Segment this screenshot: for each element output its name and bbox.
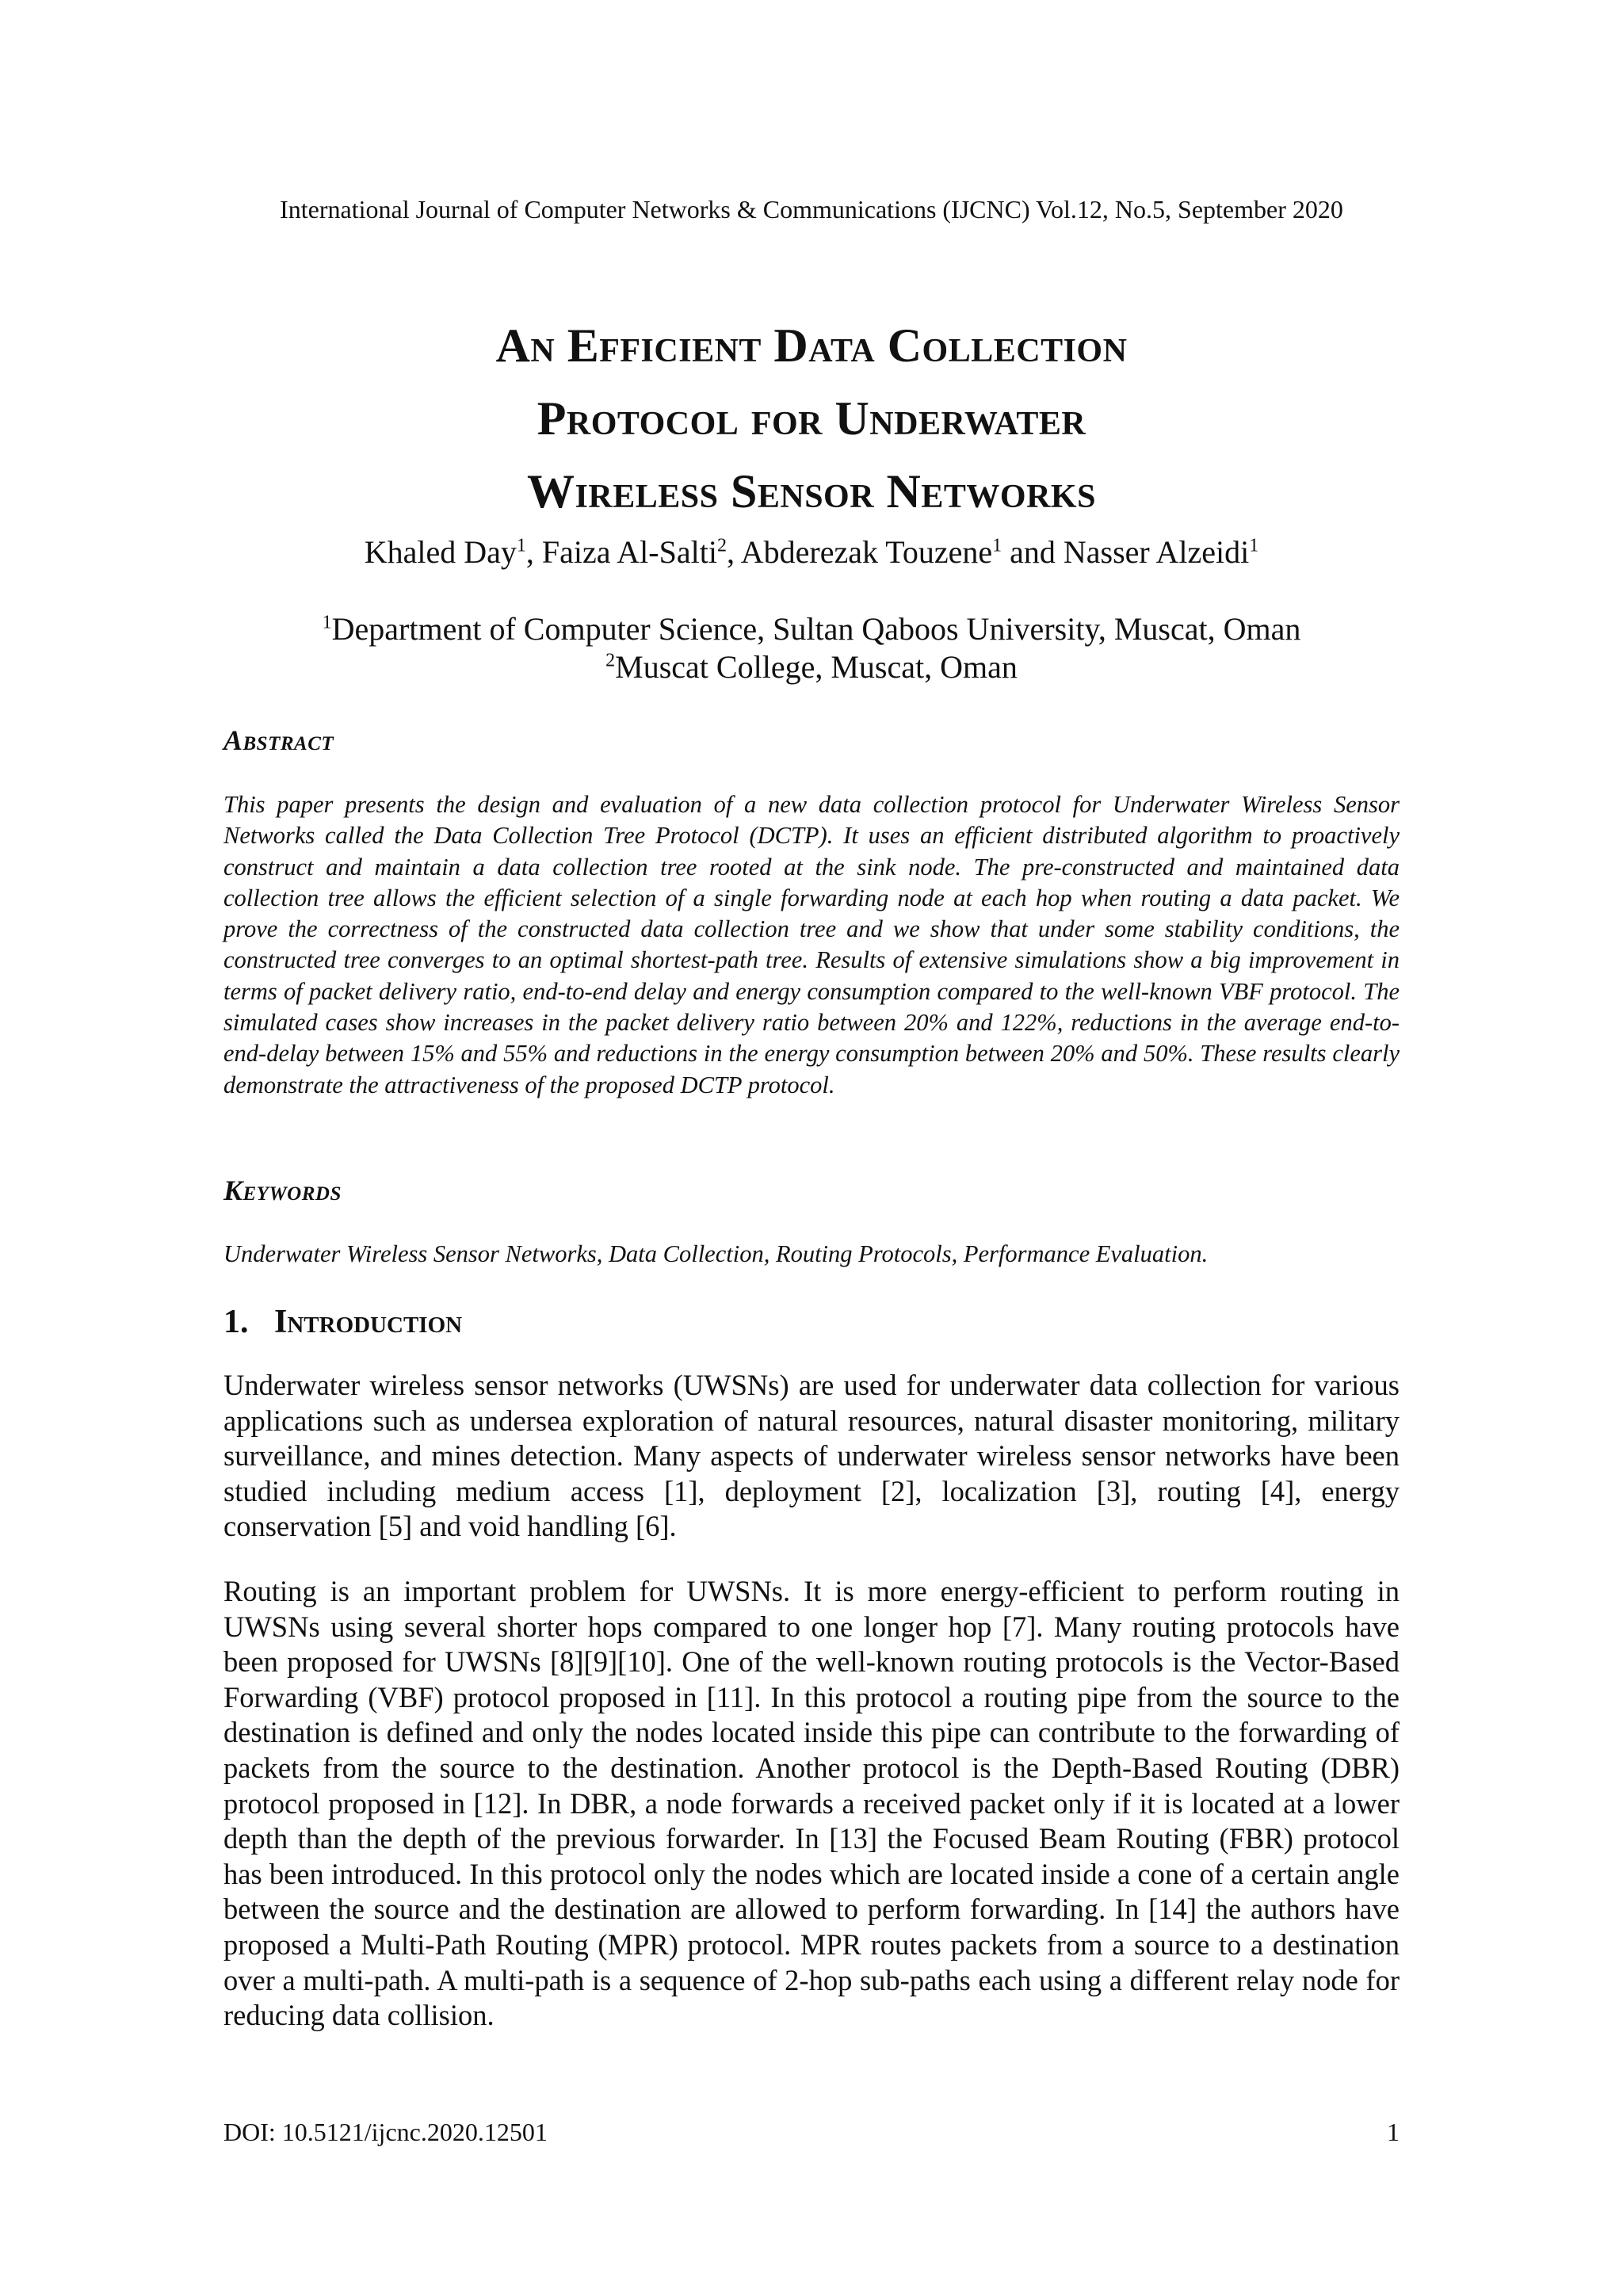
author-name: Faiza Al-Salti [541,534,717,570]
affiliation-mark: 1 [992,535,1002,556]
affiliation-mark: 1 [516,535,526,556]
title-line: Protocol for Underwater [537,392,1086,445]
page-number: 1 [1387,2118,1400,2146]
doi-footer: DOI: 10.5121/ijcnc.2020.12501 [223,2118,548,2146]
title-line: An Efficient Data Collection [495,319,1128,372]
body-paragraph: Routing is an important problem for UWSNs. It is more energy-efficient to perform routing in UWSNs using several shorter hops compared to one longer hop [7]. Many routing protocols have been proposed for UWSNs [8][9][10]. One of the well-known routing protocols is the Vector-Based Forwarding (VBF) protocol proposed in [11]. In this protocol a routing pipe from the source to the destination is defined and only the nodes located inside this pipe can contribute to the forwarding of packets from the source to the destination. Another protocol is the Depth-Based Routing (DBR) protocol proposed in [12]. In DBR, a node forwards a received packet only if it is located at a lower depth than the depth of the previous forwarder. In [13] the Focused Beam Routing (FBR) protocol has been introduced. In this protocol only the nodes which are located inside a cone of a certain angle between the source and the destination are allowed to perform forwarding. In [14] the authors have proposed a Multi-Path Routing (MPR) protocol. MPR routes packets from a source to a destination over a multi-path. A multi-path is a sequence of 2-hop sub-paths each using a different relay node for reducing data collision. [223,1575,1400,2032]
author-separator: , [726,534,741,570]
author-name: Khaled Day [364,534,517,570]
keywords-text: Underwater Wireless Sensor Networks, Data Collection, Routing Protocols, Performance Evaluation. [223,1240,1209,1267]
section-title: Introduction [274,1304,463,1340]
affiliation-mark: 2 [605,650,616,671]
affiliation [0,610,1623,648]
affiliation-text: Muscat College, Muscat, Oman [615,649,1018,685]
affiliation [0,648,1623,686]
author-separator: , [525,534,542,570]
affiliation-text: Department of Computer Science, Sultan Qaboos University, Muscat, Oman [331,611,1301,647]
section-number: 1. [223,1304,249,1340]
affiliation-list [0,610,1623,686]
affiliation-mark: 1 [322,612,332,633]
author-separator: and [1002,534,1064,570]
affiliation-mark: 2 [716,535,727,556]
paper-title [0,309,1623,528]
keywords-heading: Keywords [223,1175,342,1206]
title-line: Wireless Sensor Networks [527,465,1096,518]
journal-header: International Journal of Computer Networks & Communications (IJCNC) Vol.12, No.5, September 2020 [280,195,1343,223]
body-paragraph: Underwater wireless sensor networks (UWSNs) are used for underwater data collection for various applications such as undersea exploration of natural resources, natural disaster monitoring, military surveillance, and mines detection. Many aspects of underwater wireless sensor networks have been studied including medium access [1], deployment [2], localization [3], routing [4], energy conservation [5] and void handling [6]. [223,1369,1400,1543]
affiliation-mark: 1 [1249,535,1259,556]
author-name: Abderezak Touzene [740,534,993,570]
abstract-text: This paper presents the design and evaluation of a new data collection protocol for Underwater Wireless Sensor Networks called the Data Collection Tree Protocol (DCTP). It uses an efficient distributed algorithm to proactively construct and maintain a data collection tree rooted at the sink node. The pre-constructed and maintained data collection tree allows the efficient selection of a single forwarding node at each hop when routing a data packet. We prove the correctness of the constructed data collection tree and we show that under some stability conditions, the constructed tree converges to an optimal shortest-path tree. Results of extensive simulations show a big improvement in terms of packet delivery ratio, end-to-end delay and energy consumption compared to the well-known VBF protocol. The simulated cases show increases in the packet delivery ratio between 20% and 122%, reductions in the average end-to-end-delay between 15% and 55% and reductions in the energy consumption between 20% and 50%. These results clearly demonstrate the attractiveness of the proposed DCTP protocol. [223,791,1400,1098]
author-list [0,533,1623,572]
author-name: Nasser Alzeidi [1063,534,1250,570]
section-heading-introduction [223,1301,462,1343]
abstract-heading: Abstract [223,724,334,756]
